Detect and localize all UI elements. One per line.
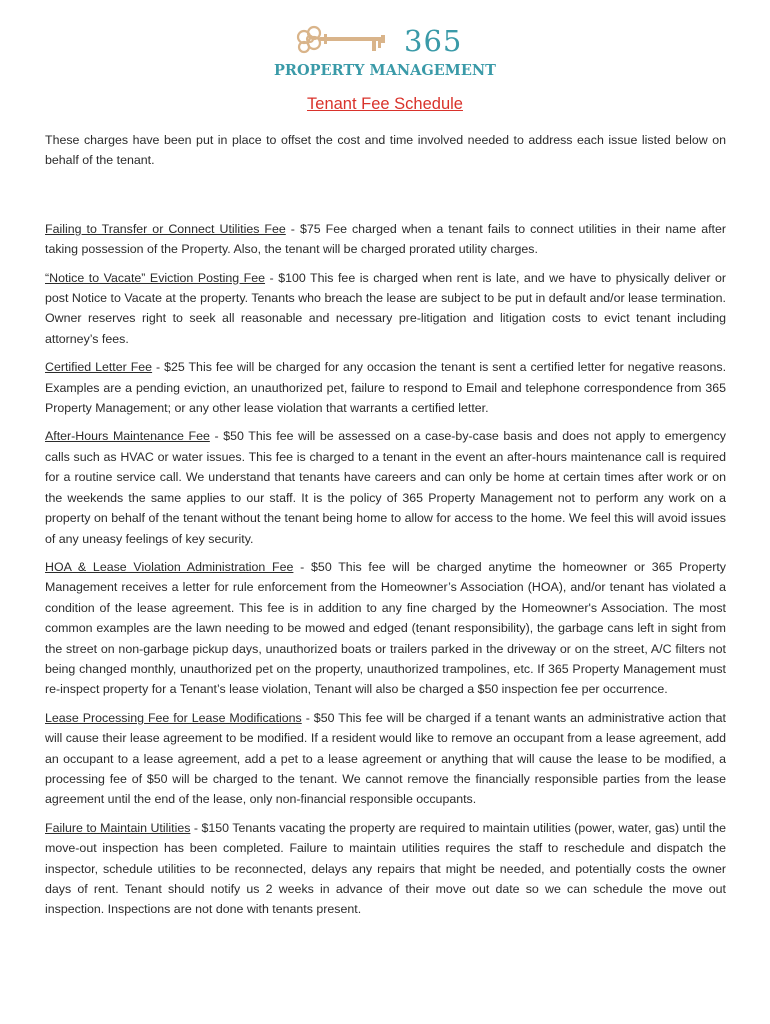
fee-description: - $50 This fee will be charged if a tenant wants an administrative action that will cause their lease agreement to be modified. If a resident would like to remove an occupant from a lease agreement, add an occupant to a lease agreement, add a pet to a lease agreement or anything that will cause the lease to be modified, a processing fee of $50 will be charged to the tenant. We cannot remove the financially responsible parties from the lease agreement until the end of the lease, only non-financial responsible occupants.: [45, 710, 726, 807]
fee-item: [45, 268, 726, 350]
company-logo: [0, 10, 770, 85]
fee-description: - $50 This fee will be assessed on a case-by-case basis and does not apply to emergency calls such as HVAC or water issues. This fee is charged to a tenant in the event an after-hours maintenance call is required for a routine service call. We understand that tenants have careers and can only be home at certain times after work or on the weekends the same applies to our staff. It is the policy of 365 Property Management not to perform any work on a property on behalf of the tenant without the tenant being home to allow for access to the home. We feel this will avoid issues of any uneasy feelings of key security.: [45, 429, 726, 546]
fee-item: [45, 357, 726, 418]
fee-description: - $25 This fee will be charged for any occasion the tenant is sent a certified letter for negative reasons. Examples are a pending eviction, an unauthorized pet, failure to respond to Email and telephone correspondence from 365 Property Management; or any other lease violation that warrants a certified letter.: [45, 360, 727, 416]
fee-description: - $75 Fee charged when a tenant fails to connect utilities in their name after taking possession of the Property. Also, the tenant will be charged prorated utility charges.: [45, 221, 727, 257]
fee-item: [45, 426, 726, 548]
key-icon: [292, 24, 404, 60]
fee-heading: Failing to Transfer or Connect Utilities Fee: [45, 221, 286, 236]
intro-paragraph: These charges have been put in place to offset the cost and time involved needed to address each issue listed below on behalf of the tenant.: [45, 133, 726, 168]
page-title: Tenant Fee Schedule: [307, 95, 463, 113]
fee-item: [45, 818, 726, 920]
fee-heading: After-Hours Maintenance Fee: [45, 429, 210, 444]
fee-heading: Failure to Maintain Utilities: [45, 820, 191, 835]
fee-heading: Lease Processing Fee for Lease Modifications: [45, 710, 302, 725]
document-body: [45, 130, 726, 928]
logo-subtitle: PROPERTY MANAGEMENT: [274, 62, 496, 79]
logo-number: 365: [404, 24, 463, 58]
fee-description: - $100 This fee is charged when rent is late, and we have to physically deliver or post Notice to Vacate at the property. Tenants who breach the lease are subject to be put in default and/or lease termination. Owner reserves right to seek all reasonable and necessary pre-litigation and litigation costs to evict tenant including attorney’s fees.: [45, 270, 726, 346]
fee-item: [45, 219, 726, 260]
fee-heading: HOA & Lease Violation Administration Fee: [45, 559, 294, 574]
fee-item: [45, 557, 726, 700]
fee-description: - $150 Tenants vacating the property are required to maintain utilities (power, water, gas) until the move-out inspection has been completed. Failure to maintain utilities requires the staff to reschedule and dispatch the inspector, schedule utilities to be reconnected, delays any repairs that might be needed, and potentially costs the owner days of rent. Tenant should notify us 2 weeks in advance of their move out date so we can schedule the move out inspection. Inspections are not done with tenants present.: [45, 820, 726, 917]
fee-description: - $50 This fee will be charged anytime the homeowner or 365 Property Management receives a letter for rule enforcement from the Homeowner’s Association (HOA), and/or tenant has violated a condition of the lease agreement. This fee is in addition to any fine charged by the Homeowner's Association. The most common examples are the lawn needing to be mowed and edged (tenant responsibility), the garbage cans left in sight from the street on non-garbage pickup days, unauthorized boats or trailers parked in the driveway or on the street, A/C filters not being changed monthly, unauthorized pet on the property, unauthorized trampolines, etc. If 365 Property Management must re-inspect property for a Tenant’s lease violation, Tenant will also be charged a $50 inspection fee per occurrence.: [45, 559, 726, 697]
fee-heading: Certified Letter Fee: [45, 360, 153, 375]
fee-item: [45, 708, 726, 810]
fee-heading: “Notice to Vacate” Eviction Posting Fee: [45, 270, 266, 285]
